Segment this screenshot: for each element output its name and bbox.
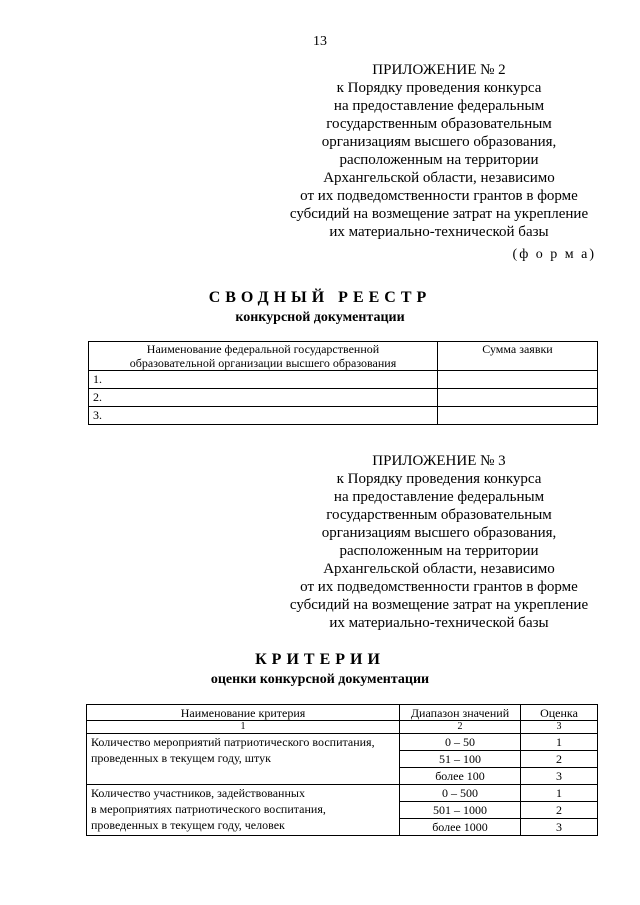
criteria-header-range: Диапазон значений [400, 705, 521, 721]
registry-heading [0, 288, 640, 328]
appendix-2-line: субсидий на возмещение затрат на укрепление [289, 206, 589, 222]
criteria-table [86, 704, 598, 836]
appendix-2-line: их материально-технической базы [329, 224, 549, 240]
criterion-name-line: в мероприятиях патриотического воспитания, [91, 802, 326, 816]
column-number: 3 [521, 721, 598, 734]
criterion-range: более 1000 [400, 819, 521, 836]
criterion-name-line: проведенных в текущем году, штук [91, 751, 271, 765]
appendix-2-line: от их подведомственности грантов в форме [300, 188, 578, 204]
appendix-2-title: ПРИЛОЖЕНИЕ № 2 [372, 62, 506, 78]
appendix-2-block [280, 61, 598, 241]
appendix-2-line: на предоставление федеральным [333, 98, 545, 114]
criterion-range: 501 – 1000 [400, 802, 521, 819]
criteria-title: КРИТЕРИИ [255, 651, 385, 668]
appendix-3-line: на предоставление федеральным [333, 489, 545, 505]
appendix-2-line: к Порядку проведения конкурса [336, 80, 542, 96]
criterion-score: 1 [521, 734, 598, 751]
appendix-3-line: субсидий на возмещение затрат на укрепление [289, 597, 589, 613]
criteria-heading [0, 650, 640, 690]
registry-title: СВОДНЫЙ РЕЕСТР [208, 289, 432, 306]
table-row [89, 371, 598, 389]
appendix-3-block [280, 452, 598, 632]
criterion-range: 51 – 100 [400, 751, 521, 768]
column-number: 2 [400, 721, 521, 734]
registry-table [88, 341, 598, 425]
table-row [89, 389, 598, 407]
criterion-range: 0 – 500 [400, 785, 521, 802]
criterion-name-line: Количество мероприятий патриотического воспитания, [91, 735, 375, 749]
page-number: 13 [313, 34, 327, 49]
form-label: (ф о р м а) [512, 247, 596, 262]
criterion-name-line: проведенных в текущем году, человек [91, 818, 285, 832]
registry-header-name-line1: Наименование федеральной государственной [146, 342, 380, 356]
registry-row-sum [438, 407, 598, 425]
criterion-score: 2 [521, 802, 598, 819]
table-row [87, 785, 598, 802]
appendix-3-line: их материально-технической базы [329, 615, 549, 631]
appendix-3-line: от их подведомственности грантов в форме [300, 579, 578, 595]
registry-row-sum [438, 371, 598, 389]
criterion-name-line: Количество участников, задействованных [91, 786, 305, 800]
registry-row-sum [438, 389, 598, 407]
criterion-score: 2 [521, 751, 598, 768]
criteria-header-row [87, 705, 598, 721]
registry-header-row [89, 342, 598, 371]
criteria-number-row [87, 721, 598, 734]
criterion-name [87, 734, 400, 785]
table-row [89, 407, 598, 425]
appendix-3-line: Архангельской области, независимо [323, 561, 555, 577]
appendix-2-line: организациям высшего образования, [321, 134, 557, 150]
criterion-score: 3 [521, 768, 598, 785]
appendix-3-line: государственным образовательным [326, 507, 552, 523]
criteria-header-name: Наименование критерия [87, 705, 400, 721]
criterion-name [87, 785, 400, 836]
appendix-2-line: Архангельской области, независимо [323, 170, 555, 186]
criterion-range: более 100 [400, 768, 521, 785]
registry-header-name-line2: образовательной организации высшего образования [129, 356, 397, 370]
appendix-3-line: расположенным на территории [339, 543, 539, 559]
column-number: 1 [87, 721, 400, 734]
appendix-3-title: ПРИЛОЖЕНИЕ № 3 [372, 453, 506, 469]
table-row [87, 734, 598, 751]
criteria-header-score: Оценка [521, 705, 598, 721]
appendix-2-line: расположенным на территории [339, 152, 539, 168]
registry-row-number: 2. [89, 389, 438, 407]
appendix-2-line: государственным образовательным [326, 116, 552, 132]
registry-header-sum: Сумма заявки [438, 342, 598, 371]
appendix-3-line: к Порядку проведения конкурса [336, 471, 542, 487]
registry-row-number: 1. [89, 371, 438, 389]
registry-header-name [89, 342, 438, 371]
criterion-score: 3 [521, 819, 598, 836]
criterion-range: 0 – 50 [400, 734, 521, 751]
registry-subtitle: конкурсной документации [235, 310, 405, 325]
criteria-subtitle: оценки конкурсной документации [210, 672, 430, 687]
registry-row-number: 3. [89, 407, 438, 425]
criterion-score: 1 [521, 785, 598, 802]
appendix-3-line: организациям высшего образования, [321, 525, 557, 541]
